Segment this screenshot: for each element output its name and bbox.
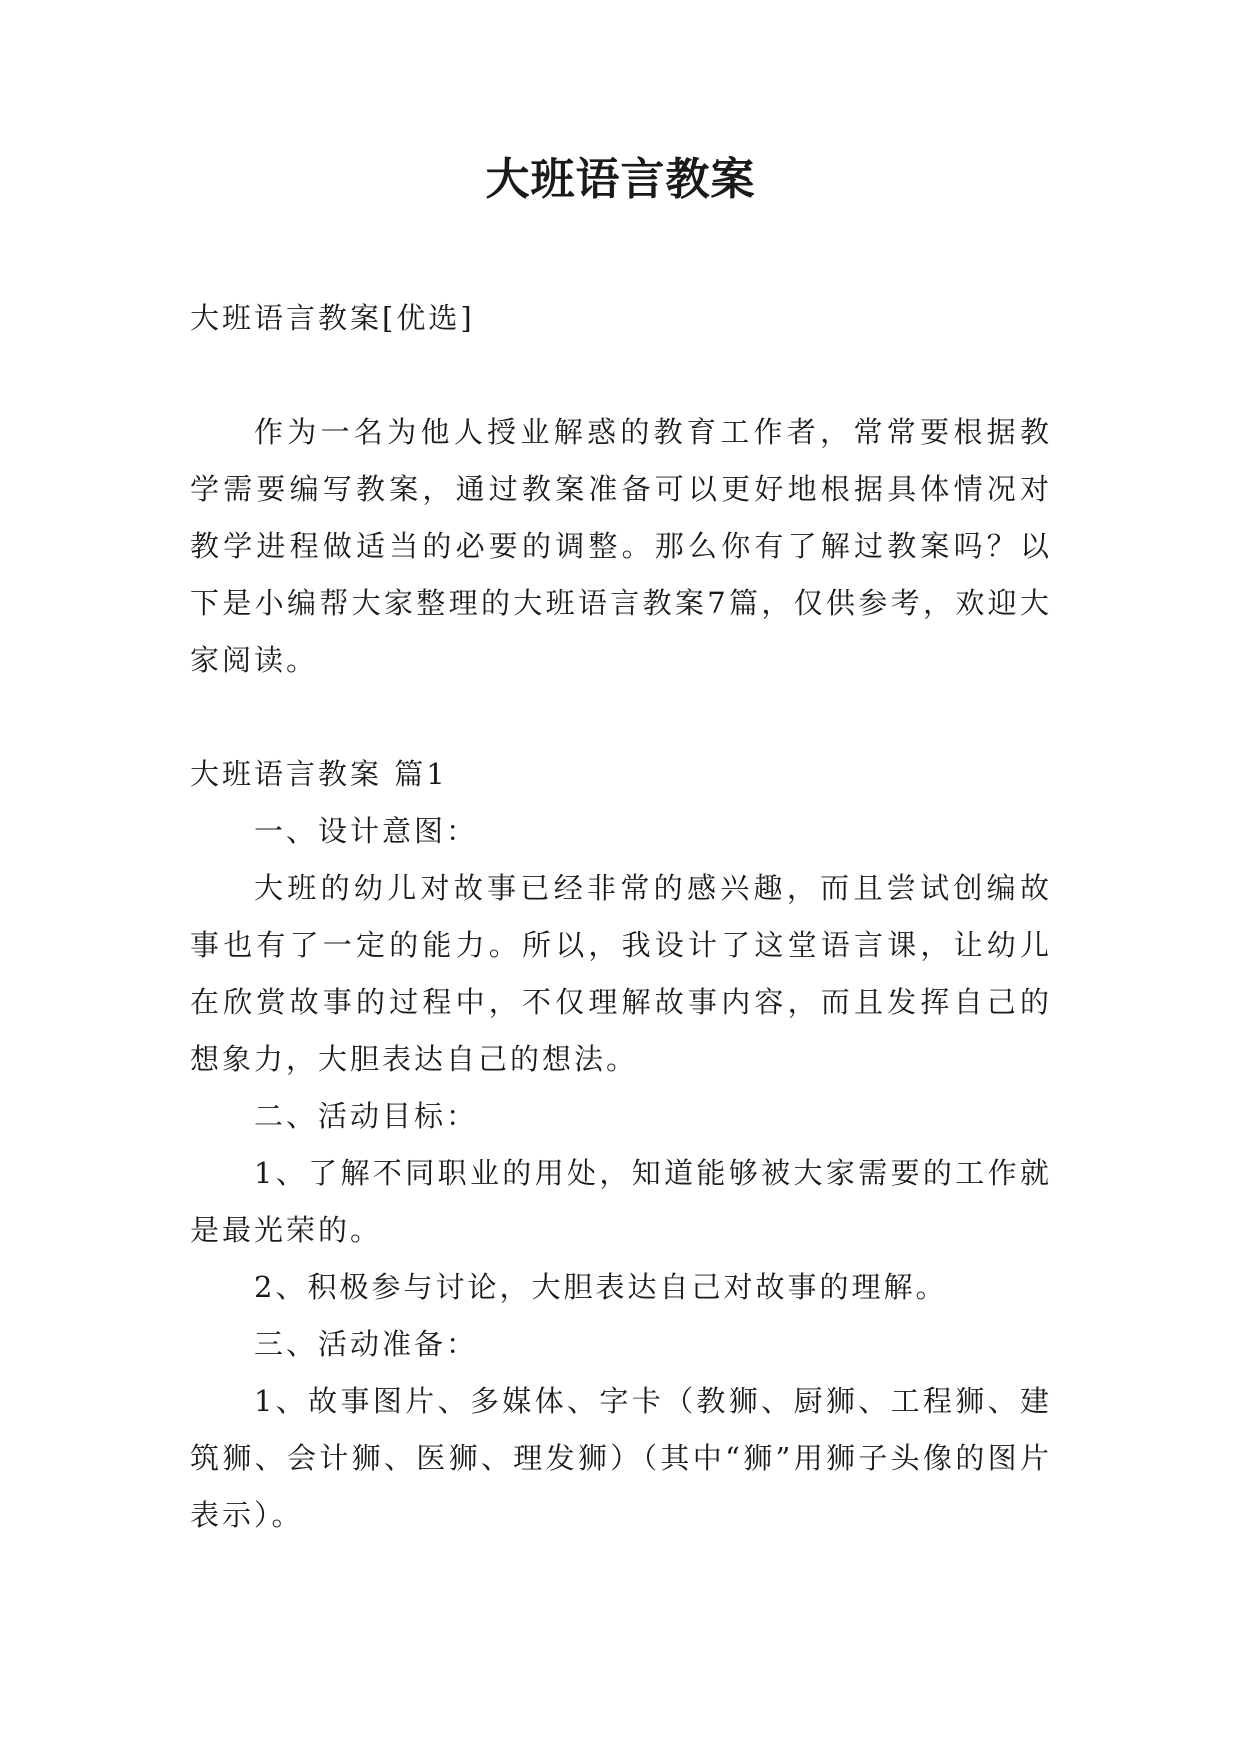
design-intent-paragraph: 大班的幼儿对故事已经非常的感兴趣，而且尝试创编故事也有了一定的能力。所以，我设计了这堂语言课，让幼儿在欣赏故事的过程中，不仅理解故事内容，而且发挥自己的想象力，大胆表达自己的想法。 (190, 871, 1052, 1076)
goal-item-1: 1、了解不同职业的用处，知道能够被大家需要的工作就是最光荣的。 (190, 1156, 1052, 1247)
intro-paragraph: 作为一名为他人授业解惑的教育工作者，常常要根据教学需要编写教案，通过教案准备可以更好地根据具体情况对教学进程做适当的必要的调整。那么你有了解过教案吗？以下是小编帮大家整理的大班语言教案7篇，仅供参考，欢迎大家阅读。 (190, 415, 1052, 677)
heading-activity-preparation: 三、活动准备： (254, 1327, 479, 1361)
heading-design-intent: 一、设计意图： (254, 814, 479, 848)
document-subtitle: 大班语言教案[优选] (190, 301, 475, 335)
section-heading: 大班语言教案 篇1 (190, 757, 448, 791)
preparation-item-1: 1、故事图片、多媒体、字卡（教狮、厨狮、工程狮、建筑狮、会计狮、医狮、理发狮）（其中“狮”用狮子头像的图片表示）。 (190, 1384, 1052, 1532)
goal-item-2: 2、积极参与讨论，大胆表达自己对故事的理解。 (254, 1270, 948, 1304)
heading-activity-goals: 二、活动目标： (254, 1099, 479, 1133)
document-title: 大班语言教案 (485, 154, 756, 205)
document-body (190, 290, 1052, 1544)
